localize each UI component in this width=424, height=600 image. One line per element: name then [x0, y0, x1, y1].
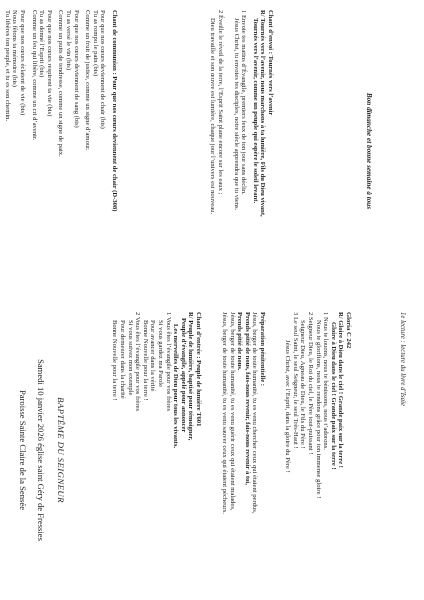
entree-verse-line: Si vous suivez mon exemple [126, 320, 134, 396]
sending-song [209, 10, 274, 292]
envoi-verse-line: 2 Éveille le réveil de la terre, l’Esprit Saint plane encore sur les eaux ; [217, 10, 225, 195]
closing-wish: Bon dimanche et bonne semaine à tous [365, 92, 373, 210]
gloria-refrain-line: R/ Gloire à Dieu dans le ciel ! Grande paix sur la terre ! [337, 312, 345, 468]
gloria-song [284, 312, 352, 592]
date-and-church: Samedi 10 janvier 2026 église saint Géry de Fressies [36, 359, 46, 541]
communion-line: Nous fêtons ta mémoire (bis) [11, 10, 19, 87]
preparation-line: Jésus, berger de toute humanité, tu es venu sauver ceux qui étaient pécheurs. [221, 312, 229, 514]
penitential-preparation [220, 312, 266, 592]
gloria-verse-line: 1 Nous te louons, nous te bénissons, nous t’adorons. [322, 312, 330, 450]
communion-line: Tu as versé le vin (bis) [65, 10, 73, 71]
first-reading-label: 1e lecture : lecture du livre d’Isaïe [399, 312, 406, 406]
communion-song [3, 10, 118, 292]
preparation-line: Prends pitié de nous. [236, 312, 244, 371]
communion-line: Comme un feu qui libère, comme un cri d’avenir. [30, 10, 38, 141]
gloria-verse-line: Jésus Christ, avec l’Esprit, dans la gloire du Père ! [284, 340, 292, 473]
entree-verse-line: Pour avancer dans la vérité [149, 320, 157, 392]
communion-line: Tu libères ton peuple, et tu es son chemin. [3, 10, 11, 122]
celebration-title: BAPTÊME DU SEIGNEUR [56, 397, 66, 503]
communion-line: Comme un fruit de justice, comme un signe d’amour. [84, 10, 92, 151]
preparation-line: Jésus, berger de toute humanité, tu es venu chercher ceux qui étaient perdus, [251, 312, 259, 514]
entree-verse-line: 2 Vous êtes l’évangile pour vos frères [134, 312, 142, 412]
envoi-refrain-line: Tournés vers l’avenir, comme un peuple qui espère le soleil levant. [251, 18, 259, 204]
communion-line: Pour que nos cœurs respirent ta vie (bis) [45, 10, 53, 117]
preparation-line: Prends pitié de nous, fais-nous revenir, fais-nous revenir à toi, [243, 312, 251, 485]
entree-refrain-line: Les merveilles de Dieu pour tous les vivants. [172, 324, 180, 449]
gloria-title: Gloria C 242 [345, 312, 352, 349]
parish-name: Paroisse Sainte Claire de la Sensée [18, 389, 28, 511]
communion-line: Comme un puits de tendresse, comme un signe de paix. [57, 10, 65, 157]
gloria-verse-line: 2 Seigneur Dieu, le Roi du ciel, le Père tout-puissant ! [307, 312, 315, 455]
entree-title: Chant d’entrée : Peuple de lumière T601 [195, 312, 202, 427]
gloria-verse-line: 3 Le seul Saint, le seul Seigneur, le seul Très-Haut ! [291, 312, 299, 449]
communion-title: Chant de communion : Pour que nos cœurs deviennent de chair (D-308) [111, 10, 118, 212]
envoi-verse-line: Jésus Christ, tu envoies tes disciples, notre siècle apprendra que tu viens. [232, 18, 240, 211]
preparation-title: Préparation pénitentielle : [259, 312, 266, 386]
gloria-refrain-line: Gloire à Dieu dans le ciel ! Grande paix sur la terre ! [329, 322, 337, 470]
communion-line: Pour que nos cœurs deviennent de sang (bis) [72, 10, 80, 128]
envoi-title: Chant d’envoi : Tournés vers l’avenir [267, 10, 274, 116]
front-page [0, 300, 424, 600]
communion-line: Pour que nos cœurs éclatent de vie (bis) [19, 10, 27, 116]
entree-verse-line: Bonne Nouvelle pour la terre ! [141, 320, 149, 401]
entree-verse-line: Pour demeurer dans la charité [119, 320, 127, 399]
entrance-song [111, 312, 202, 592]
gloria-verse-line: Seigneur Dieu, Agneau de Dieu, le Fils du Père ! [299, 320, 307, 449]
communion-line: Pour que nos cœurs deviennent de chair (bis) [99, 10, 107, 129]
entree-refrain-line: Peuple d’évangile, appelé pour annoncer [179, 318, 187, 433]
envoi-verse-line: 1 Envoie tes matins d’Évangile, premiers feux de ton jour sans déclin. [240, 10, 248, 195]
communion-line: Tu as rompu le pain (bis) [91, 10, 99, 77]
envoi-refrain-line: R/ Tournés vers l’avenir, nous marchons à ta lumière, Fils du Dieu vivant, [259, 10, 267, 217]
gloria-verse-line: Nous te glorifions, nous te rendons grâce pour ton immense gloire ! [314, 320, 322, 499]
entree-refrain-line: R/ Peuple de lumière, baptisé pour témoigner, [187, 312, 195, 441]
entree-verse-line: Bonne Nouvelle pour la terre ! [111, 320, 119, 401]
envoi-verse-line: Dieu travaille et son œuvre est lumière, chaque jour l’univers est nouveau. [209, 18, 217, 215]
entree-verse-line: 1 Vous êtes l’évangile pour vos frères [164, 312, 172, 412]
preparation-line: Jésus, berger de toute humanité, tu es venu guérir ceux qui étaient malades, [228, 312, 236, 511]
communion-line: Tu as donné l’Esprit (bis) [38, 10, 46, 78]
entree-verse-line: Si vous gardez ma Parole [157, 320, 165, 388]
